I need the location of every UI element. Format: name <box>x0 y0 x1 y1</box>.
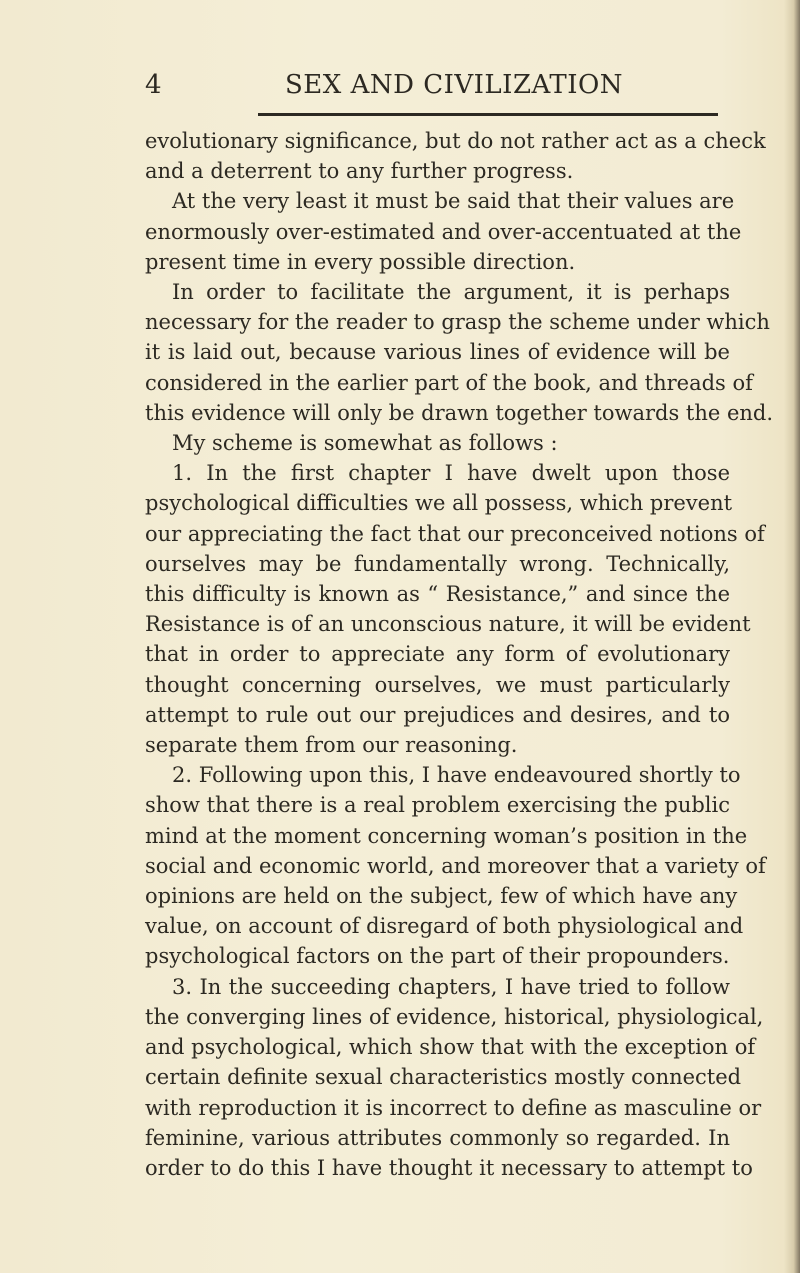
text-line: enormously over-estimated and over-accentuated at the <box>145 219 742 244</box>
text-line: ourselves may be fundamentally wrong. Technically, <box>145 551 730 576</box>
text-line: social and economic world, and moreover that a variety of <box>145 853 766 878</box>
text-line: evolutionary significance, but do not rather act as a check <box>145 129 766 153</box>
text-line: this evidence will only be drawn together towards the end. <box>145 400 774 425</box>
page-number: 4 <box>145 70 162 100</box>
text-line: 1. In the first chapter I have dwelt upon those <box>172 461 730 486</box>
text-line: opinions are held on the subject, few of which have any <box>145 884 738 909</box>
text-line: thought concerning ourselves, we must particularly <box>145 672 730 697</box>
text-line: 2. Following upon this, I have endeavoured shortly to <box>172 763 741 788</box>
text-line: and a deterrent to any further progress. <box>145 159 574 184</box>
text-line: present time in every possible direction. <box>145 249 576 274</box>
text-line: considered in the earlier part of the book, and threads of <box>145 370 753 395</box>
text-line: At the very least it must be said that their values are <box>172 189 735 214</box>
running-head: SEX AND CIVILIZATION <box>285 70 624 100</box>
text-line: attempt to rule out our prejudices and desires, and to <box>145 702 730 727</box>
text-line: our appreciating the fact that our preconceived notions of <box>145 521 765 546</box>
text-line: My scheme is somewhat as follows : <box>172 431 558 456</box>
text-line: psychological factors on the part of their propounders. <box>145 944 730 969</box>
text-line: mind at the moment concerning woman’s position in the <box>145 823 748 848</box>
text-line: feminine, various attributes commonly so regarded. In <box>145 1125 730 1150</box>
text-line: certain definite sexual characteristics mostly connected <box>145 1065 742 1090</box>
text-line: In order to facilitate the argument, it is perhaps <box>172 280 730 305</box>
text-line: order to do this I have thought it necessary to attempt to <box>145 1155 753 1180</box>
text-line: this difficulty is known as “ Resistance,” and since the <box>145 582 730 607</box>
text-line: show that there is a real problem exercising the public <box>145 793 730 818</box>
text-line: that in order to appreciate any form of evolutionary <box>145 642 730 667</box>
text-line: it is laid out, because various lines of evidence will be <box>145 340 730 365</box>
text-line: psychological difficulties we all possess, which prevent <box>145 491 733 516</box>
header-rule <box>258 113 718 116</box>
text-line: 3. In the succeeding chapters, I have tried to follow <box>172 974 730 999</box>
text-line: necessary for the reader to grasp the scheme under which <box>145 310 770 335</box>
body-text <box>145 126 774 1183</box>
page-header <box>145 70 720 110</box>
text-line: value, on account of disregard of both physiological and <box>145 914 744 939</box>
text-line: separate them from our reasoning. <box>145 733 518 758</box>
text-line: with reproduction it is incorrect to define as masculine or <box>145 1095 762 1120</box>
text-line: Resistance is of an unconscious nature, it will be evident <box>145 612 751 637</box>
text-line: the converging lines of evidence, historical, physiological, <box>145 1004 764 1029</box>
page-edge-shadow <box>784 0 800 1273</box>
text-line: and psychological, which show that with the exception of <box>145 1035 756 1060</box>
